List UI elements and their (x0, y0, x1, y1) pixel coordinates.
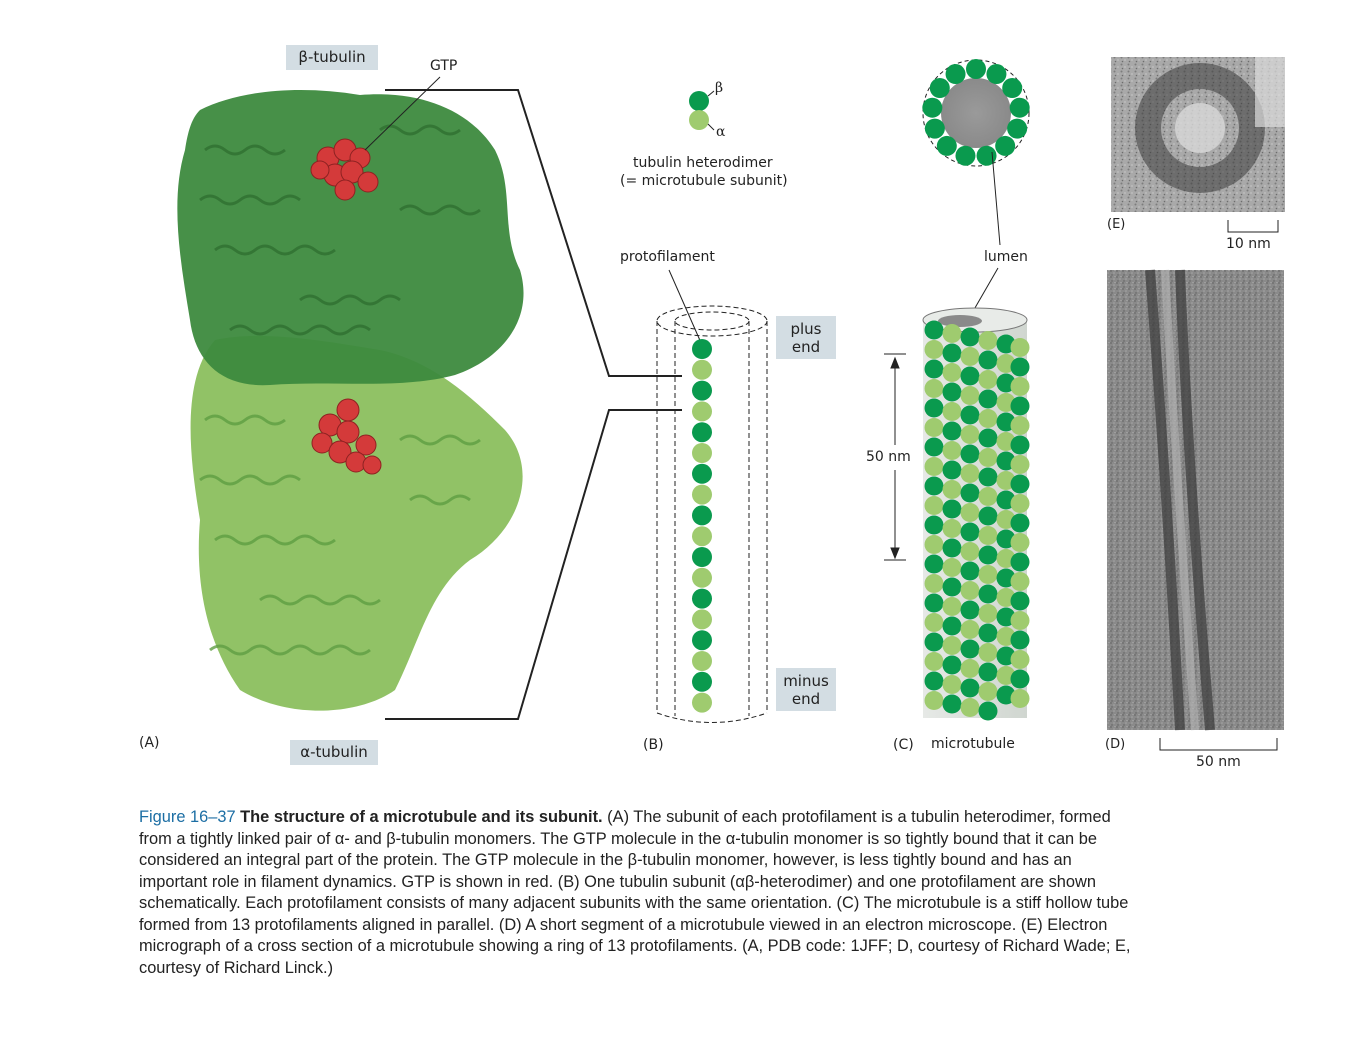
beta-tubulin-label: β-tubulin (286, 45, 378, 70)
alpha-subunit (689, 110, 709, 130)
protofilament-subunit (692, 339, 712, 359)
microtubule-subunit (979, 409, 998, 428)
microtubule-subunit (943, 402, 962, 421)
microtubule-subunit (979, 604, 998, 623)
microtubule-subunit (961, 659, 980, 678)
protofilament-subunits (692, 339, 712, 713)
microtubule-subunit (943, 441, 962, 460)
microtubule-subunit (961, 367, 980, 386)
lumen-label: lumen (984, 249, 1028, 265)
em-cross-section-image (1111, 57, 1285, 212)
microtubule-subunit (1011, 514, 1030, 533)
microtubule-subunit (961, 328, 980, 347)
microtubule-subunit (943, 539, 962, 558)
microtubule-subunit (943, 578, 962, 597)
microtubule-subunit (979, 370, 998, 389)
microtubule-subunit (979, 507, 998, 526)
minus-end-label (776, 668, 836, 711)
em-longitudinal-image (1107, 270, 1284, 730)
minus-end-line2: end (791, 690, 821, 708)
scale-label-10nm: 10 nm (1226, 236, 1271, 252)
microtubule-subunit (943, 500, 962, 519)
microtubule-subunit (943, 656, 962, 675)
protofilament-pointer (669, 270, 702, 345)
microtubule-subunit (979, 585, 998, 604)
microtubule-subunit (1011, 650, 1030, 669)
microtubule-subunit (961, 620, 980, 639)
alpha-tubulin-label: α-tubulin (290, 740, 378, 765)
microtubule-subunit (1011, 631, 1030, 650)
gtp-label: GTP (430, 58, 458, 74)
microtubule-subunit (1011, 533, 1030, 552)
minus-end-line1: minus (783, 672, 829, 690)
microtubule-subunit (979, 468, 998, 487)
microtubule-subunit (925, 691, 944, 710)
microtubule-label: microtubule (931, 736, 1015, 752)
microtubule-subunit (943, 558, 962, 577)
microtubule-subunit (1011, 611, 1030, 630)
beta-subunit (689, 91, 709, 111)
plus-end-line1: plus (790, 320, 822, 338)
microtubule-subunit (925, 516, 944, 535)
scale-bar-50nm (1160, 738, 1277, 750)
lumen-pointer-top (992, 152, 1000, 245)
microtubule-subunit (979, 390, 998, 409)
microtubule-subunit (979, 565, 998, 584)
microtubule-subunit (961, 464, 980, 483)
microtubule-subunit (925, 652, 944, 671)
microtubule-subunit (979, 487, 998, 506)
panel-letter-c: (C) (893, 737, 914, 753)
microtubule-subunit (943, 422, 962, 441)
microtubule-subunit (943, 461, 962, 480)
length-label: 50 nm (866, 449, 911, 465)
microtubule-subunit (943, 636, 962, 655)
microtubule-subunit (925, 321, 944, 340)
figure-caption-body: (A) The subunit of each protofilament is a tubulin heterodimer, formed from a tightly linked pair of α- and β-tubulin monomers. The GTP molecule in the α-tubulin monomer is so tightly bound that it can be considered an integral part of the protein. The GTP molecule in the β-tubulin monomer, however, is less tightly bound and has an important role in filament dynamics. GTP is shown in red. (B) One tubulin subunit (αβ-heterodimer) and one protofilament are shown schematically. Each protofilament consists of many adjacent subunits with the same orientation. (C) The microtubule is a stiff hollow tube formed from 13 protofilaments aligned in parallel. (D) A short segment of a microtubule viewed in an electron microscope. (E) Electron micrograph of a cross section of a microtubule showing a ring of 13 protofilaments. (A, PDB code: 1JFF; D, courtesy of Richard Wade; E, courtesy of Richard Linck.) (139, 808, 1131, 977)
microtubule-subunit (925, 574, 944, 593)
microtubule-cross-section (922, 59, 1029, 166)
figure-caption (139, 807, 1139, 979)
microtubule-subunit (961, 406, 980, 425)
microtubule-subunit (961, 562, 980, 581)
microtubule-subunit (1011, 592, 1030, 611)
microtubule-subunit (979, 546, 998, 565)
microtubule-subunit (925, 360, 944, 379)
ring-protofilament (1002, 78, 1022, 98)
ring-protofilament (930, 78, 950, 98)
microtubule-subunit (925, 418, 944, 437)
microtubule-subunit (961, 523, 980, 542)
microtubule-subunit (979, 624, 998, 643)
protofilament-subunit (692, 422, 712, 442)
ring-protofilament (1007, 119, 1027, 139)
microtubule-subunit (979, 682, 998, 701)
microtubule-subunit (961, 640, 980, 659)
protein-structure (177, 77, 523, 711)
microtubule-subunit (943, 519, 962, 538)
microtubule-subunit (961, 698, 980, 717)
scale-bar-10nm (1228, 220, 1278, 232)
protofilament-subunit (692, 672, 712, 692)
microtubule-subunit (925, 477, 944, 496)
protofilament-subunit (692, 568, 712, 588)
microtubule-subunit (1011, 358, 1030, 377)
microtubule-subunit (925, 613, 944, 632)
protofilament-subunit (692, 526, 712, 546)
microtubule-subunit (961, 386, 980, 405)
microtubule-subunit (943, 617, 962, 636)
microtubule-subunit (943, 597, 962, 616)
microtubule-subunit (925, 379, 944, 398)
microtubule-subunit (1011, 377, 1030, 396)
microtubule-subunit (925, 555, 944, 574)
protofilament-subunit (692, 485, 712, 505)
microtubule-subunit (1011, 494, 1030, 513)
microtubule-subunit (1011, 475, 1030, 494)
protofilament-subunit (692, 360, 712, 380)
microtubule-subunit (943, 324, 962, 343)
microtubule-subunit (1011, 416, 1030, 435)
microtubule-subunit (961, 445, 980, 464)
protofilament-subunit (692, 547, 712, 567)
microtubule-subunit (1011, 455, 1030, 474)
microtubule-subunit (1011, 572, 1030, 591)
microtubule-subunit (943, 675, 962, 694)
ring-protofilament (937, 136, 957, 156)
scale-label-50nm: 50 nm (1196, 754, 1241, 770)
panel-letter-d: (D) (1105, 737, 1126, 752)
protofilament-subunit (692, 505, 712, 525)
microtubule-subunit (979, 663, 998, 682)
microtubule-subunit (961, 601, 980, 620)
heterodimer-label: tubulin heterodimer (633, 155, 773, 171)
microtubule-subunit (979, 351, 998, 370)
microtubule-subunit (961, 679, 980, 698)
microtubule-subunit (1011, 436, 1030, 455)
ring-protofilament (995, 136, 1015, 156)
panel-letter-a: (A) (139, 735, 160, 751)
protofilament-subunit (692, 589, 712, 609)
beta-symbol: β (715, 80, 724, 96)
microtubule-subunit (979, 331, 998, 350)
protofilament-label: protofilament (620, 249, 715, 265)
microtubule-subunit (925, 672, 944, 691)
microtubule-subunit (925, 457, 944, 476)
microtubule-subunit (925, 633, 944, 652)
microtubule-subunit (943, 480, 962, 499)
microtubule-subunit (925, 399, 944, 418)
ring-protofilament (946, 64, 966, 84)
microtubule-subunit (943, 695, 962, 714)
figure-number: Figure 16–37 (139, 808, 236, 826)
panel-letter-b: (B) (643, 737, 664, 753)
microtubule-subunit (1011, 397, 1030, 416)
microtubule-subunit (943, 344, 962, 363)
microtubule-subunit (943, 383, 962, 402)
microtubule-subunit (925, 340, 944, 359)
microtubule-subunit (961, 503, 980, 522)
alpha-symbol: α (716, 124, 726, 140)
microtubule-subunit (1011, 689, 1030, 708)
figure-title: The structure of a microtubule and its subunit. (240, 808, 603, 826)
microtubule-subunit (925, 438, 944, 457)
protofilament-subunit (692, 609, 712, 629)
microtubule-subunit (943, 363, 962, 382)
protofilament-subunit (692, 443, 712, 463)
ring-protofilament (922, 98, 942, 118)
ring-protofilament (955, 146, 975, 166)
protofilament-subunit (692, 630, 712, 650)
ring-protofilament (1010, 98, 1030, 118)
microtubule-subunit (979, 448, 998, 467)
protofilament-subunit (692, 464, 712, 484)
microtubule-subunit (979, 643, 998, 662)
microtubule-subunit (1011, 670, 1030, 689)
microtubule-subunit (961, 542, 980, 561)
microtubule-subunit (925, 496, 944, 515)
microtubule-subunit (1011, 553, 1030, 572)
microtubule-subunit (925, 535, 944, 554)
microtubule-subunit (979, 702, 998, 721)
microtubule-subunit (979, 526, 998, 545)
microtubule-tube (923, 308, 1030, 721)
microtubule-subunit (961, 347, 980, 366)
ring-protofilament (925, 119, 945, 139)
protofilament-subunit (692, 651, 712, 671)
microtubule-subunit (925, 594, 944, 613)
ring-protofilament (986, 64, 1006, 84)
ring-protofilament (977, 146, 997, 166)
heterodimer-diagram (689, 91, 714, 130)
protofilament-subunit (692, 693, 712, 713)
panel-letter-e: (E) (1107, 217, 1126, 232)
plus-end-line2: end (791, 338, 821, 356)
microtubule-subunit (961, 484, 980, 503)
protofilament-subunit (692, 401, 712, 421)
protofilament-subunit (692, 381, 712, 401)
microtubule-subunit (961, 581, 980, 600)
plus-end-label (776, 316, 836, 359)
microtubule-subunit (1011, 338, 1030, 357)
heterodimer-sublabel: (= microtubule subunit) (620, 173, 788, 189)
ring-protofilament (966, 59, 986, 79)
microtubule-subunit (979, 429, 998, 448)
protofilament-tube (657, 306, 767, 723)
microtubule-subunit (961, 425, 980, 444)
